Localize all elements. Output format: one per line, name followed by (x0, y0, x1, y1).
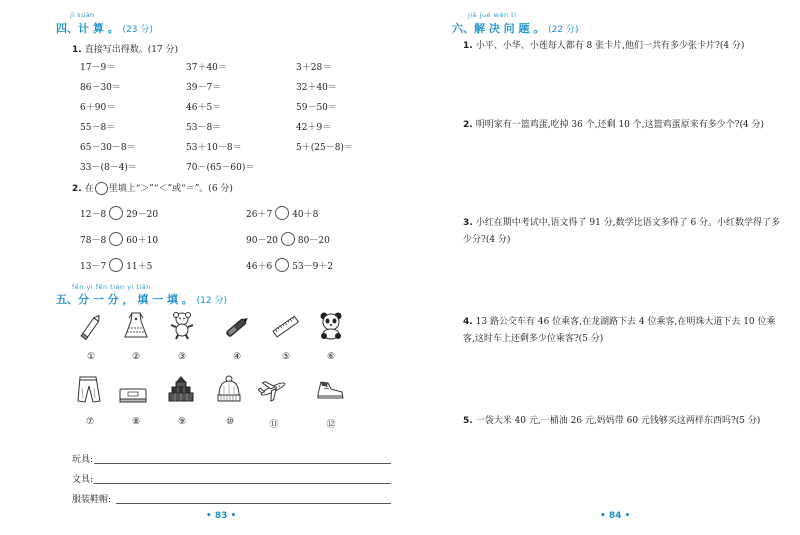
compare-item (246, 206, 318, 220)
right-page (400, 0, 800, 535)
expr: 46＋5＝ (186, 103, 222, 113)
clothing-answer-line[interactable] (116, 503, 391, 504)
section5-score: (12 分) (196, 296, 227, 306)
section6-title-text: 六、解 决 问 题 。 (452, 22, 545, 35)
item-number: ⑪ (269, 420, 279, 430)
item-number: ④ (232, 352, 242, 362)
problem-number: 3. (463, 218, 473, 228)
compare-left: 13－7 (80, 261, 107, 272)
compare-item (246, 232, 330, 246)
problem-text: 13 路公交车有 46 位乘客,在龙湖路下去 4 位乘客,在明珠大道下去 10 位乘客,这时车上还剩多少位乘客?(5 分) (463, 317, 776, 344)
item-number: ⑦ (85, 417, 95, 427)
section4-score: (23 分) (122, 25, 153, 35)
problem-text: 明明家有一篮鸡蛋,吃掉 36 个,还剩 10 个,这篮鸡蛋原来有多少个?(4 分) (475, 120, 765, 130)
toys-label: 玩具: (72, 455, 94, 465)
problem-number: 5. (463, 416, 473, 426)
compare-right: 53－9＋2 (292, 261, 334, 272)
section4-title-text: 四、计 算 。 (56, 22, 119, 35)
section5-title (56, 291, 227, 307)
expr: 53＋10－8＝ (186, 143, 242, 153)
expr: 53－8＝ (186, 123, 222, 133)
q2-prefix: 在 (84, 184, 94, 194)
problem-4 (463, 314, 783, 348)
compare-right: 29－20 (126, 209, 159, 220)
page-number: • 84 • (600, 511, 631, 521)
answer-circle[interactable] (275, 206, 289, 220)
compare-right: 80－20 (297, 235, 330, 246)
section5-title-text: 五、分 一 分 ， 填 一 填 。 (56, 293, 193, 306)
toys-answer-line[interactable] (94, 463, 391, 464)
section6-pinyin: jiě jué wèn tí (468, 11, 517, 19)
expr: 32＋40＝ (296, 83, 337, 93)
q1-number: 1. (72, 45, 82, 55)
item-number: ② (131, 352, 141, 362)
q2-title (72, 181, 233, 195)
item-number: ⑥ (326, 352, 336, 362)
expr: 17－9＝ (80, 63, 116, 73)
section6-score: (22 分) (548, 25, 579, 35)
ruler-icon (271, 312, 301, 342)
item-number: ⑩ (225, 417, 235, 427)
item-number: ⑫ (326, 420, 336, 430)
problem-5 (463, 413, 783, 430)
expr: 3＋28＝ (296, 63, 332, 73)
section4-pinyin: jì suàn (70, 11, 95, 19)
answer-circle[interactable] (109, 258, 123, 272)
problem-text: 一袋大米 40 元,一桶油 26 元,妈妈带 60 元钱够买这两样东西吗?(5 分) (475, 416, 761, 426)
clothing-label: 服装鞋帽: (72, 495, 112, 505)
doll-icon (167, 310, 197, 340)
problem-1 (463, 38, 783, 55)
problem-number: 4. (463, 317, 473, 327)
expr: 5＋(25－8)＝ (296, 143, 353, 153)
section4-title (56, 20, 153, 36)
q1-title (72, 42, 178, 55)
expr: 55－8＝ (80, 123, 116, 133)
compare-right: 40＋8 (292, 209, 319, 220)
airplane-toy-icon (258, 374, 288, 404)
expr: 42＋9＝ (296, 123, 332, 133)
expr: 39－7＝ (186, 83, 222, 93)
expr: 70－(65－60)＝ (186, 163, 255, 173)
expr: 33－(8－4)＝ (80, 163, 137, 173)
q2-suffix: 里填上“＞”“＜”或“＝”。(6 分) (108, 184, 233, 194)
expr: 37＋40＝ (186, 63, 227, 73)
compare-item (246, 258, 333, 272)
section6-title (452, 20, 579, 36)
compare-left: 12－8 (80, 209, 107, 220)
dress-icon (121, 310, 151, 340)
compare-left: 90－20 (246, 235, 278, 246)
expr: 86－30＝ (80, 83, 121, 93)
answer-circle[interactable] (109, 232, 123, 246)
compare-right: 60＋10 (126, 235, 159, 246)
compare-left: 46＋6 (246, 261, 273, 272)
pen-icon (222, 312, 252, 342)
answer-circle-sample (95, 182, 108, 195)
panda-toy-icon (316, 310, 346, 340)
compare-right: 11＋5 (126, 261, 153, 272)
pencil-case-icon (118, 380, 148, 410)
item-number: ① (86, 352, 96, 362)
problem-number: 1. (463, 41, 473, 51)
problem-text: 小红在期中考试中,语文得了 91 分,数学比语文多得了 6 分。小红数学得了多少分?(4 分) (463, 218, 781, 245)
problem-number: 2. (463, 120, 473, 130)
item-number: ③ (177, 352, 187, 362)
compare-item (80, 206, 158, 220)
knit-hat-icon (214, 374, 244, 404)
building-blocks-icon (166, 374, 196, 404)
section5-pinyin: fēn yi fēn tián yi tián (72, 283, 151, 291)
pencil-icon (76, 312, 106, 342)
compare-item (80, 258, 152, 272)
answer-circle[interactable] (281, 232, 295, 246)
problem-3 (463, 215, 783, 249)
item-number: ⑤ (281, 352, 291, 362)
problem-text: 小平、小华、小莲每人都有 8 张卡片,他们一共有多少张卡片?(4 分) (475, 41, 745, 51)
q2-number: 2. (72, 184, 82, 194)
expr: 65－30－8＝ (80, 143, 136, 153)
compare-item (80, 232, 158, 246)
compare-left: 26＋7 (246, 209, 273, 220)
item-number: ⑨ (177, 417, 187, 427)
expr: 6＋90＝ (80, 103, 116, 113)
sneaker-icon (315, 374, 345, 404)
problem-2 (463, 117, 783, 134)
answer-circle[interactable] (109, 206, 123, 220)
page-number: • 83 • (206, 511, 237, 521)
q1-text: 直接写出得数。(17 分) (84, 45, 179, 55)
trousers-icon (74, 374, 104, 404)
stationery-answer-line[interactable] (94, 483, 391, 484)
compare-left: 78－8 (80, 235, 107, 246)
item-number: ⑧ (131, 417, 141, 427)
expr: 59－50＝ (296, 103, 337, 113)
answer-circle[interactable] (275, 258, 289, 272)
stationery-label: 文具: (72, 475, 94, 485)
